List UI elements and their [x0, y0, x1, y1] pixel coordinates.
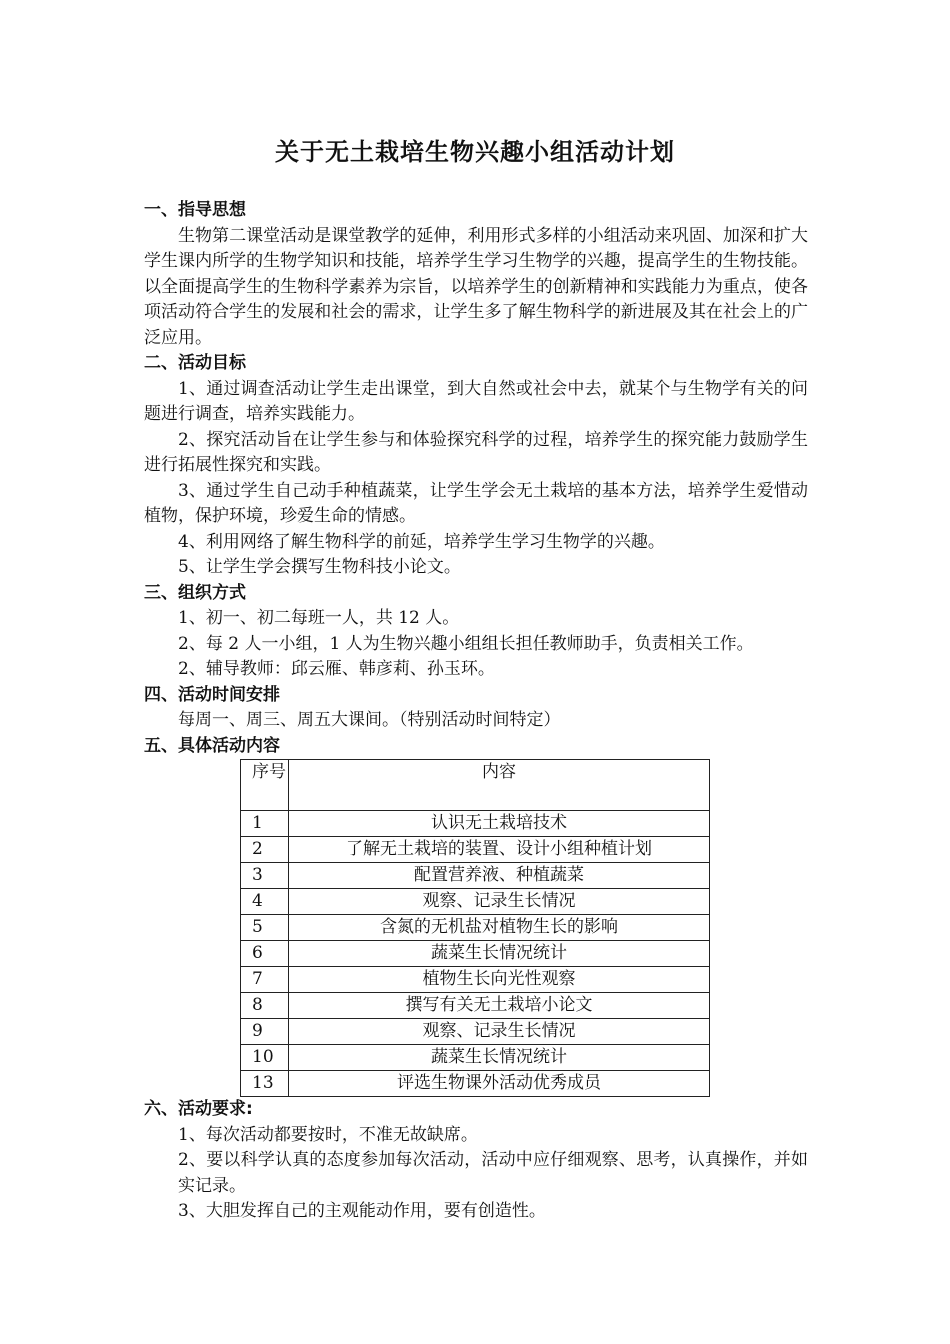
row-content: 植物生长向光性观察 [289, 967, 710, 993]
table-row [241, 941, 710, 967]
goal-item: 1、通过调查活动让学生走出课堂，到大自然或社会中去，就某个与生物学有关的问题进行调查，培养实践能力。 [144, 378, 808, 424]
table-row [241, 889, 710, 915]
organization-item: 2、辅导教师：邱云雁、韩彦莉、孙玉环。 [178, 659, 495, 679]
section-heading-goals: 二、活动目标 [144, 353, 246, 373]
requirement-item: 2、要以科学认真的态度参加每次活动，活动中应仔细观察、思考，认真操作，并如实记录。 [178, 1150, 808, 1196]
row-index: 9 [241, 1019, 289, 1045]
table-row [241, 1019, 710, 1045]
row-content: 撰写有关无土栽培小论文 [289, 993, 710, 1019]
document-body [144, 198, 808, 1225]
goal-item: 2、探究活动旨在让学生参与和体验探究科学的过程，培养学生的探究能力鼓励学生进行拓展性探究和实践。 [144, 429, 808, 475]
page-title: 关于无土栽培生物兴趣小组活动计划 [275, 138, 675, 166]
table-row [241, 863, 710, 889]
row-content: 观察、记录生长情况 [289, 889, 710, 915]
table-row [241, 967, 710, 993]
organization-item: 2、每 2 人一小组，1 人为生物兴趣小组组长担任教师助手，负责相关工作。 [178, 633, 754, 654]
section-heading-requirements: 六、活动要求: [144, 1099, 253, 1119]
table-row [241, 1045, 710, 1071]
row-index: 7 [241, 967, 289, 993]
row-content: 含氮的无机盐对植物生长的影响 [289, 915, 710, 941]
row-index: 1 [241, 811, 289, 837]
section-heading-schedule: 四、活动时间安排 [144, 684, 280, 705]
row-index: 13 [241, 1071, 289, 1097]
table-row [241, 811, 710, 837]
row-index: 4 [241, 889, 289, 915]
row-content: 认识无土栽培技术 [289, 811, 710, 837]
row-index: 10 [241, 1045, 289, 1071]
column-header-index: 序号 [241, 760, 289, 811]
row-index: 6 [241, 941, 289, 967]
requirement-item: 3、大胆发挥自己的主观能动作用，要有创造性。 [178, 1201, 546, 1221]
row-content: 配置营养液、种植蔬菜 [289, 863, 710, 889]
row-content: 评选生物课外活动优秀成员 [289, 1071, 710, 1097]
row-index: 8 [241, 993, 289, 1019]
row-content: 了解无土栽培的装置、设计小组种植计划 [289, 837, 710, 863]
table-row [241, 1071, 710, 1097]
row-content: 观察、记录生长情况 [289, 1019, 710, 1045]
guiding-idea-paragraph: 生物第二课堂活动是课堂教学的延伸，利用形式多样的小组活动来巩固、加深和扩大学生课内所学的生物学知识和技能，培养学生学习生物学的兴趣，提高学生的生物技能。以全面提高学生的生物科学素养为宗旨，以培养学生的创新精神和实践能力为重点，使各项活动符合学生的发展和社会的需求，让学生多了解生物科学的新进展及其在社会上的广泛应用。 [144, 225, 808, 348]
row-index: 2 [241, 837, 289, 863]
requirement-item: 1、每次活动都要按时，不准无故缺席。 [178, 1124, 478, 1145]
table-row [241, 837, 710, 863]
column-header-content: 内容 [289, 760, 710, 811]
row-index: 3 [241, 863, 289, 889]
table-row [241, 993, 710, 1019]
goal-item: 3、通过学生自己动手种植蔬菜，让学生学会无土栽培的基本方法，培养学生爱惜动植物，保护环境，珍爱生命的情感。 [144, 480, 808, 526]
goal-item: 5、让学生学会撰写生物科技小论文。 [178, 557, 461, 577]
goal-item: 4、利用网络了解生物科学的前延，培养学生学习生物学的兴趣。 [178, 531, 665, 552]
section-heading-guiding-idea: 一、指导思想 [144, 200, 246, 220]
row-content: 蔬菜生长情况统计 [289, 1045, 710, 1071]
schedule-paragraph: 每周一、周三、周五大课间。（特别活动时间特定） [178, 710, 561, 730]
table-header-row [241, 760, 710, 811]
row-content: 蔬菜生长情况统计 [289, 941, 710, 967]
section-heading-activities: 五、具体活动内容 [144, 735, 280, 756]
organization-item: 1、初一、初二每班一人，共 12 人。 [178, 608, 460, 628]
section-heading-organization: 三、组织方式 [144, 582, 246, 603]
activities-table [240, 759, 710, 1097]
table-row [241, 915, 710, 941]
row-index: 5 [241, 915, 289, 941]
